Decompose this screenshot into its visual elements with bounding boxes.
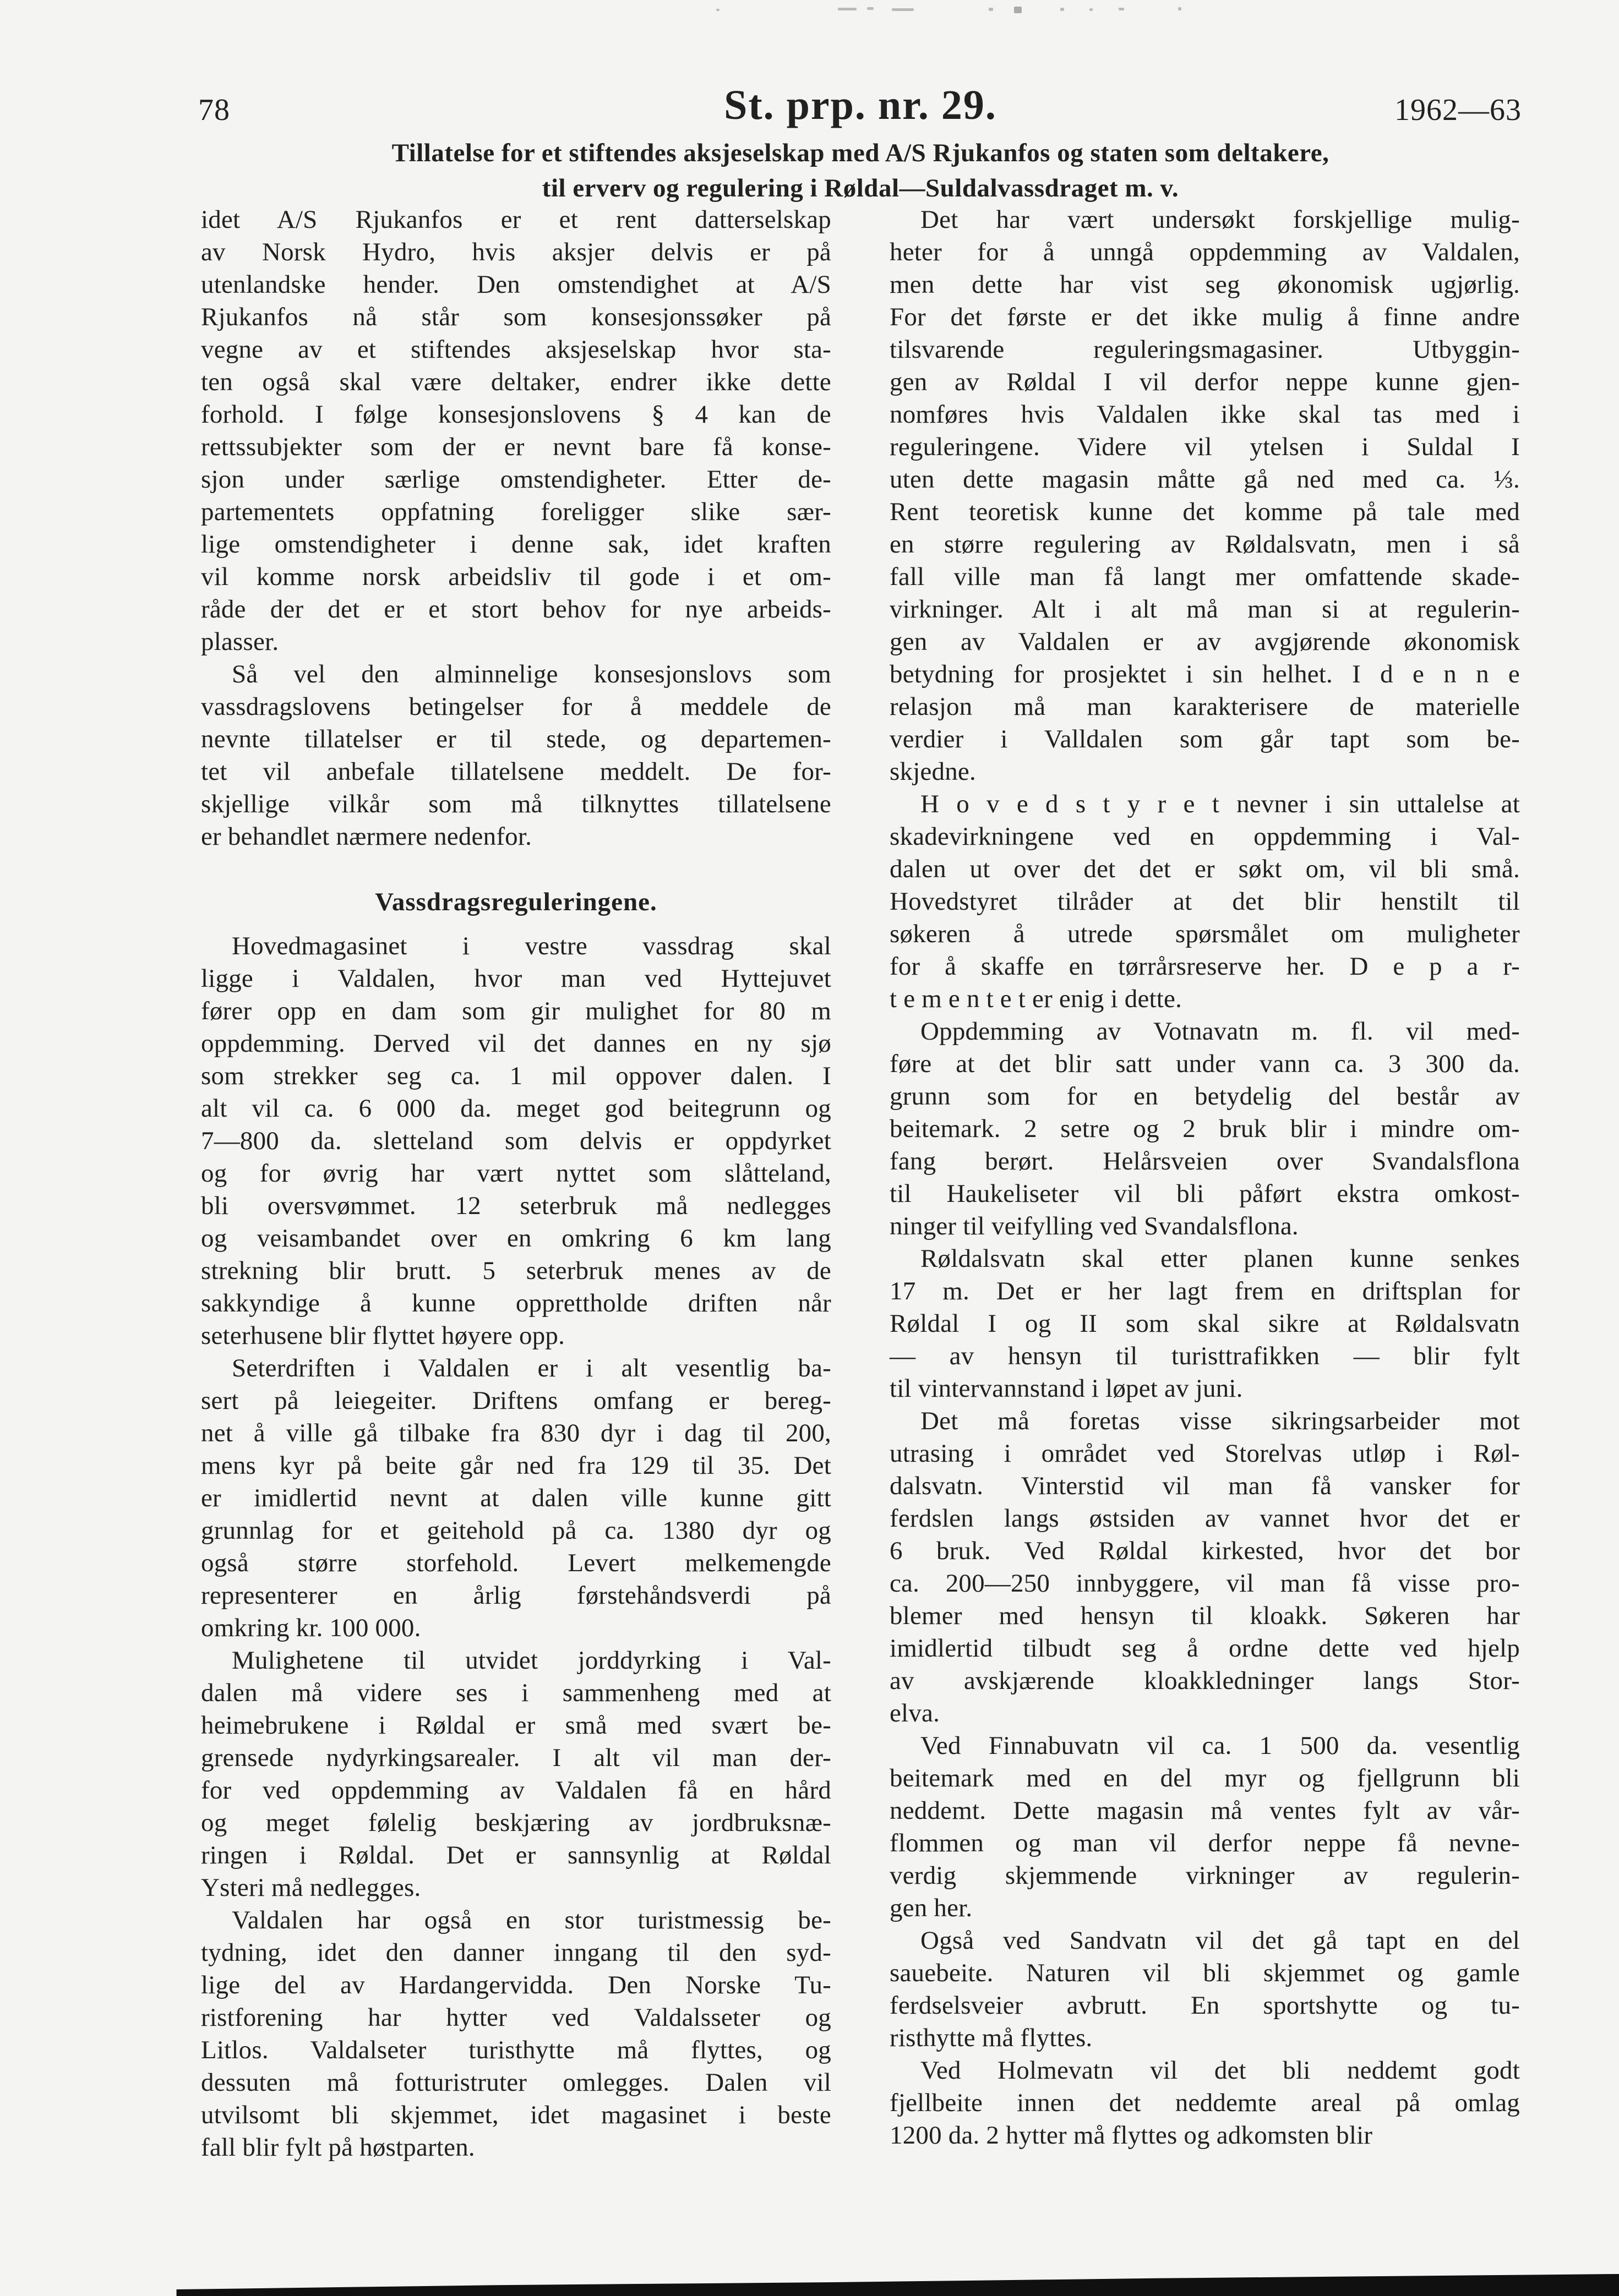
text-line: skjedne. <box>890 757 976 786</box>
text-line: Ved Holmevatn vil det bli neddemt godt <box>920 2056 1520 2085</box>
subtitle-line-2: til erverv og regulering i Røldal—Suldalvassdraget m. v. <box>542 174 1179 203</box>
text-line: Også ved Sandvatn vil det gå tapt en del <box>920 1926 1520 1955</box>
text-line: vassdragslovens betingelser for å meddele de <box>201 692 831 721</box>
scan-speck <box>1119 8 1124 10</box>
text-line: og veisambandet over en omkring 6 km lang <box>201 1224 831 1253</box>
text-line: også større storfehold. Levert melkemengde <box>201 1549 831 1577</box>
text-line: Oppdemming av Votnavatn m. fl. vil med- <box>920 1017 1520 1046</box>
paragraph <box>201 1352 831 1644</box>
text-line: fall blir fylt på høstparten. <box>201 2133 475 2162</box>
text-line: grunn som for en betydelig del består av <box>890 1082 1520 1111</box>
paragraph <box>890 204 1520 788</box>
text-line: gen her. <box>890 1894 973 1922</box>
text-line: nevnte tillatelser er til stede, og departemen- <box>201 725 831 753</box>
text-line: dalsvatn. Vinterstid vil man få vansker for <box>890 1472 1520 1500</box>
text-line: idet A/S Rjukanfos er et rent datterselskap <box>201 205 831 234</box>
text-line: Valdalen har også en stor turistmessig be- <box>232 1906 831 1934</box>
text-line: Mulighetene til utvidet jorddyrking i Val- <box>232 1646 831 1675</box>
text-line: sjon under særlige omstendigheter. Etter de- <box>201 465 831 494</box>
text-line: t e m e n t e t er enig i dette. <box>890 985 1182 1013</box>
text-line: Hovedstyret tilråder at det blir henstilt til <box>890 887 1520 916</box>
text-line: ninger til veifylling ved Svandalsflona. <box>890 1212 1299 1240</box>
text-line: Rent teoretisk kunne det komme på tale med <box>890 498 1520 526</box>
text-line: heter for å unngå oppdemming av Valdalen, <box>890 238 1520 266</box>
left-column <box>201 204 831 2164</box>
text-line: men dette har vist seg økonomisk ugjørlig. <box>890 270 1520 299</box>
text-line: til Haukeliseter vil bli påført ekstra omkost- <box>890 1179 1520 1208</box>
text-line: til vintervannstand i løpet av juni. <box>890 1374 1243 1403</box>
text-line: flommen og man vil derfor neppe få nevne- <box>890 1829 1520 1857</box>
text-line: tilsvarende reguleringsmagasiner. Utbyggin- <box>890 335 1520 364</box>
text-line: For det første er det ikke mulig å finne andre <box>890 303 1520 331</box>
text-line: skjellige vilkår som må tilknyttes tillatelsene <box>201 790 831 818</box>
text-line: Ved Finnabuvatn vil ca. 1 500 da. vesentlig <box>920 1731 1520 1760</box>
text-line: utenlandske hender. Den omstendighet at A/S <box>201 270 831 299</box>
text-line: virkninger. Alt i alt må man si at regulerin- <box>890 595 1520 624</box>
text-line: som strekker seg ca. 1 mil oppover dalen. I <box>201 1062 831 1090</box>
text-line: skadevirkningene ved en oppdemming i Val- <box>890 822 1520 851</box>
scan-speck <box>1089 8 1093 11</box>
paragraph <box>890 1243 1520 1405</box>
text-line: en større regulering av Røldalsvatn, men i så <box>890 530 1520 559</box>
paragraph <box>890 2054 1520 2152</box>
text-line: tet vil anbefale tillatelsene meddelt. De for- <box>201 757 831 786</box>
text-line: tydning, idet den danner inngang til den syd- <box>201 1938 831 1967</box>
right-column <box>890 204 1520 2164</box>
text-line: mens kyr på beite går ned fra 129 til 35. Det <box>201 1451 831 1480</box>
scan-speck <box>989 8 993 11</box>
text-line: relasjon må man karakterisere de materielle <box>890 692 1520 721</box>
paragraph <box>201 1644 831 1904</box>
paragraph <box>890 1925 1520 2054</box>
text-line: forhold. I følge konsesjonslovens § 4 kan de <box>201 400 831 429</box>
text-line: fjellbeite innen det neddemte areal på omlag <box>890 2089 1520 2117</box>
section-heading: Vassdragsreguleringene. <box>375 888 657 916</box>
text-line: heimebrukene i Røldal er små med svært be- <box>201 1711 831 1740</box>
text-line: gen av Røldal I vil derfor neppe kunne gjen- <box>890 368 1520 396</box>
paragraph <box>201 930 831 1352</box>
text-line: Røldal I og II som skal sikre at Røldalsvatn <box>890 1309 1520 1338</box>
text-line: imidlertid tilbudt seg å ordne dette ved hjelp <box>890 1634 1520 1663</box>
text-line: dalen må videre ses i sammenheng med at <box>201 1679 831 1707</box>
text-line: vil komme norsk arbeidsliv til gode i et om- <box>201 562 831 591</box>
text-line: føre at det blir satt under vann ca. 3 300 da. <box>890 1049 1520 1078</box>
text-line: bli oversvømmet. 12 seterbruk må nedlegges <box>201 1191 831 1220</box>
text-line: Ysteri må nedlegges. <box>201 1873 421 1902</box>
scan-speck <box>892 8 914 11</box>
text-line: omkring kr. 100 000. <box>201 1614 421 1642</box>
text-line: H o v e d s t y r e t nevner i sin uttalelse at <box>920 790 1520 818</box>
text-line: vegne av et stiftendes aksjeselskap hvor sta- <box>201 335 831 364</box>
text-line: sakkyndige å kunne opprettholde driften når <box>201 1289 831 1318</box>
subtitle-line-1: Tillatelse for et stiftendes aksjeselskap med A/S Rjukanfos og staten som deltakere, <box>391 139 1329 167</box>
text-line: plasser. <box>201 627 279 656</box>
text-line: ringen i Røldal. Det er sannsynlig at Røldal <box>201 1841 831 1869</box>
text-line: neddemt. Dette magasin må ventes fylt av vår- <box>890 1796 1520 1825</box>
text-line: gen av Valdalen er av avgjørende økonomisk <box>890 627 1520 656</box>
text-line: lige del av Hardangervidda. Den Norske Tu- <box>201 1971 831 1999</box>
text-line: Det har vært undersøkt forskjellige mulig- <box>920 205 1520 234</box>
scan-speck <box>716 9 719 11</box>
text-line: 6 bruk. Ved Røldal kirkested, hvor det bor <box>890 1537 1520 1565</box>
text-line: 17 m. Det er her lagt frem en driftsplan for <box>890 1277 1520 1305</box>
text-line: dessuten må fotturistruter omlegges. Dalen vil <box>201 2068 831 2097</box>
text-line: representerer en årlig førstehåndsverdi på <box>201 1581 831 1610</box>
text-line: strekning blir brutt. 5 seterbruk menes av de <box>201 1256 831 1285</box>
text-line: lige omstendigheter i denne sak, idet kraften <box>201 530 831 559</box>
text-line: rettssubjekter som der er nevnt bare få konse- <box>201 433 831 461</box>
text-line: alt vil ca. 6 000 da. meget god beitegrunn og <box>201 1094 831 1123</box>
text-line: fører opp en dam som gir mulighet for 80 m <box>201 997 831 1025</box>
text-line: 1200 da. 2 hytter må flyttes og adkomsten blir <box>890 2121 1373 2150</box>
text-line: ten også skal være deltaker, endrer ikke dette <box>201 368 831 396</box>
text-line: elva. <box>890 1699 940 1728</box>
text-line: ligge i Valdalen, hvor man ved Hyttejuvet <box>201 964 831 993</box>
text-line: sert på leiegeiter. Driftens omfang er bereg- <box>201 1386 831 1415</box>
scan-speck <box>1060 8 1064 11</box>
paragraph <box>890 788 1520 1015</box>
paragraph <box>201 204 831 658</box>
text-line: ferdslen langs østsiden av vannet hvor det er <box>890 1504 1520 1533</box>
body-columns <box>201 204 1520 2164</box>
session-years: 1962—63 <box>1394 93 1522 127</box>
text-line: er behandlet nærmere nedenfor. <box>201 822 532 851</box>
text-line: av avskjærende kloakkledninger langs Stor- <box>890 1666 1520 1695</box>
scan-speck <box>1014 7 1022 13</box>
text-line: av Norsk Hydro, hvis aksjer delvis er på <box>201 238 831 266</box>
text-line: ferdselsveier avbrutt. En sportshytte og tu- <box>890 1991 1520 2020</box>
paragraph <box>201 1904 831 2164</box>
text-line: utvilsomt bli skjemmet, idet magasinet i beste <box>201 2101 831 2129</box>
text-line: Det må foretas visse sikringsarbeider mot <box>920 1407 1520 1435</box>
document-subtitle <box>201 135 1520 206</box>
text-line: verdig skjemmende virkninger av regulerin- <box>890 1861 1520 1890</box>
text-line: betydning for prosjektet i sin helhet. I d e n n e <box>890 660 1520 688</box>
text-line: fall ville man få langt mer omfattende skade- <box>890 562 1520 591</box>
scan-speck <box>838 8 857 10</box>
text-line: risthytte må flyttes. <box>890 2024 1093 2052</box>
text-line: oppdemming. Derved vil det dannes en ny sjø <box>201 1029 831 1058</box>
paragraph <box>890 1015 1520 1243</box>
text-line: verdier i Valldalen som går tapt som be- <box>890 725 1520 753</box>
text-line: reguleringene. Videre vil ytelsen i Suldal I <box>890 433 1520 461</box>
text-line: grensede nydyrkingsarealer. I alt vil man der- <box>201 1743 831 1772</box>
text-line: Hovedmagasinet i vestre vassdrag skal <box>232 932 831 960</box>
text-line: fang berørt. Helårsveien over Svandalsflona <box>890 1147 1520 1176</box>
document-title: St. prp. nr. 29. <box>724 82 997 128</box>
page-number: 78 <box>198 93 230 127</box>
text-line: grunnlag for et geitehold på ca. 1380 dyr og <box>201 1516 831 1545</box>
text-line: Røldalsvatn skal etter planen kunne senkes <box>920 1244 1520 1273</box>
text-line: ca. 200—250 innbyggere, vil man få visse pro- <box>890 1569 1520 1598</box>
text-line: Litlos. Valdalseter turisthytte må flyttes, og <box>201 2036 831 2064</box>
text-line: søkeren å utrede spørsmålet om muligheter <box>890 920 1520 948</box>
paragraph <box>201 658 831 853</box>
text-line: net å ville gå tilbake fra 830 dyr i dag til 200, <box>201 1419 831 1447</box>
text-line: blemer med hensyn til kloakk. Søkeren har <box>890 1601 1520 1630</box>
scan-speck <box>867 7 874 10</box>
text-line: og meget følelig beskjæring av jordbruksnæ- <box>201 1808 831 1837</box>
text-line: nomføres hvis Valdalen ikke skal tas med i <box>890 400 1520 429</box>
text-line: for å skaffe en tørrårsreserve her. D e p a r- <box>890 952 1520 981</box>
text-line: Rjukanfos nå står som konsesjonssøker på <box>201 303 831 331</box>
paragraph <box>890 1730 1520 1925</box>
text-line: partementets oppfatning foreligger slike sær- <box>201 498 831 526</box>
text-line: beitemark. 2 setre og 2 bruk blir i mindre om- <box>890 1114 1520 1143</box>
text-line: dalen ut over det det er søkt om, vil bli små. <box>890 855 1520 883</box>
text-line: utrasing i området ved Storelvas utløp i Røl- <box>890 1439 1520 1468</box>
text-line: sauebeite. Naturen vil bli skjemmet og gamle <box>890 1959 1520 1987</box>
text-line: 7—800 da. sletteland som delvis er oppdyrket <box>201 1127 831 1155</box>
text-line: og for øvrig har vært nyttet som slåtteland, <box>201 1159 831 1188</box>
text-line: er imidlertid nevnt at dalen ville kunne gitt <box>201 1484 831 1512</box>
text-line: Seterdriften i Valdalen er i alt vesentlig ba- <box>232 1354 831 1382</box>
scan-speck <box>1178 7 1181 10</box>
text-line: seterhusene blir flyttet høyere opp. <box>201 1321 565 1350</box>
text-line: uten dette magasin måtte gå ned med ca. ⅓. <box>890 465 1520 494</box>
text-line: for ved oppdemming av Valdalen få en hård <box>201 1776 831 1805</box>
paragraph <box>890 1405 1520 1730</box>
text-line: ristforening har hytter ved Valdalsseter og <box>201 2003 831 2032</box>
text-line: — av hensyn til turisttrafikken — blir fylt <box>890 1342 1520 1370</box>
text-line: beitemark med en del myr og fjellgrunn bli <box>890 1764 1520 1792</box>
text-line: Så vel den alminnelige konsesjonslovs som <box>232 660 831 688</box>
scan-bottom-bar <box>0 2271 1619 2296</box>
text-line: råde der det er et stort behov for nye arbeids- <box>201 595 831 624</box>
